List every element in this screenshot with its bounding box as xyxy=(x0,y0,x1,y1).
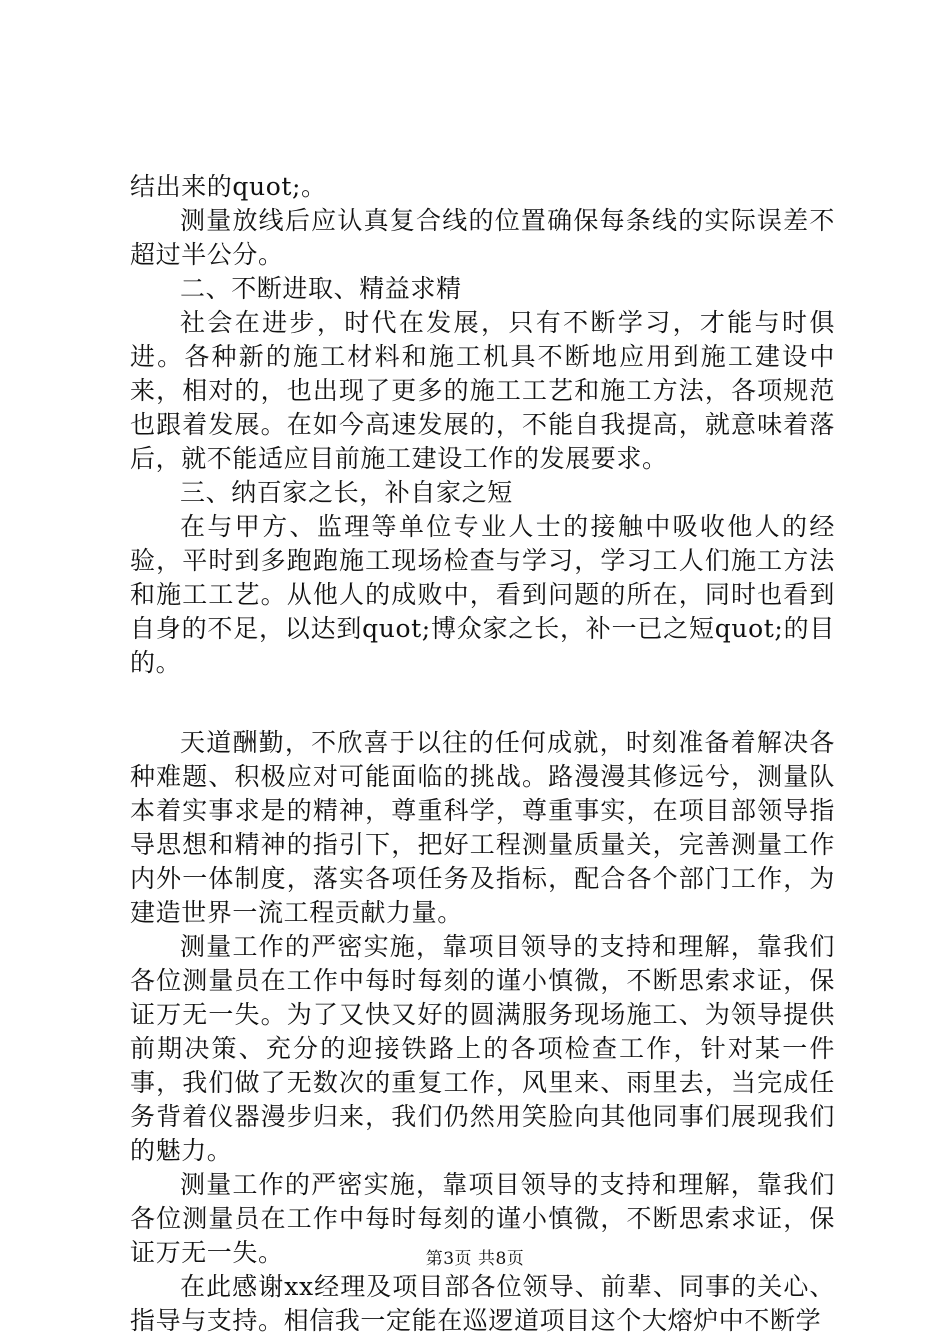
paragraph: 测量放线后应认真复合线的位置确保每条线的实际误差不超过半公分。 xyxy=(130,206,835,269)
page-footer: 第3页 共8页 xyxy=(425,1249,525,1269)
paragraph: 在与甲方、监理等单位专业人士的接触中吸收他人的经验，平时到多跑跑施工现场检查与学习，学习工人们施工方法和施工工艺。从他人的成败中，看到问题的所在，同时也看到自身的不足，以达到quot;博众家之长，补一已之短quot;的目的。 xyxy=(130,512,835,677)
paragraph: 社会在进步，时代在发展，只有不断学习，才能与时俱进。各种新的施工材料和施工机具不断地应用到施工建设中来，相对的，也出现了更多的施工工艺和施工方法，各项规范也跟着发展。在如今高速发展的，不能自我提高，就意味着落后，就不能适应目前施工建设工作的发展要求。 xyxy=(130,308,835,473)
paragraph: 测量工作的严密实施，靠项目领导的支持和理解，靠我们各位测量员在工作中每时每刻的谨小慎微，不断思索求证，保证万无一失。为了又快又好的圆满服务现场施工、为领导提供前期决策、充分的迎接铁路上的各项检查工作，针对某一件事，我们做了无数次的重复工作，风里来、雨里去，当完成任务背着仪器漫步归来，我们仍然用笑脸向其他同事们展现我们的魅力。 xyxy=(130,932,835,1165)
top-section xyxy=(130,170,835,680)
document-body xyxy=(130,170,835,1338)
paragraph: 测量工作的严密实施，靠项目领导的支持和理解，靠我们各位测量员在工作中每时每刻的谨小慎微，不断思索求证，保证万无一失。 xyxy=(130,1170,835,1267)
paragraph: 二、不断进取、精益求精 xyxy=(180,274,462,303)
paragraph: 三、纳百家之长，补自家之短 xyxy=(180,478,513,507)
section-gap xyxy=(130,680,835,726)
paragraph: 天道酬勤，不欣喜于以往的任何成就，时刻准备着解决各种难题、积极应对可能面临的挑战。路漫漫其修远兮，测量队本着实事求是的精神，尊重科学，尊重事实，在项目部领导指导思想和精神的指引下，把好工程测量质量关，完善测量工作内外一体制度，落实各项任务及指标，配合各个部门工作，为建造世界一流工程贡献力量。 xyxy=(130,728,835,927)
paragraph: 结出来的quot;。 xyxy=(130,172,327,201)
paragraph: 在此感谢xx经理及项目部各位领导、前辈、同事的关心、指导与支持。相信我一定能在巡逻道项目这个大熔炉中不断学 xyxy=(130,1272,835,1335)
